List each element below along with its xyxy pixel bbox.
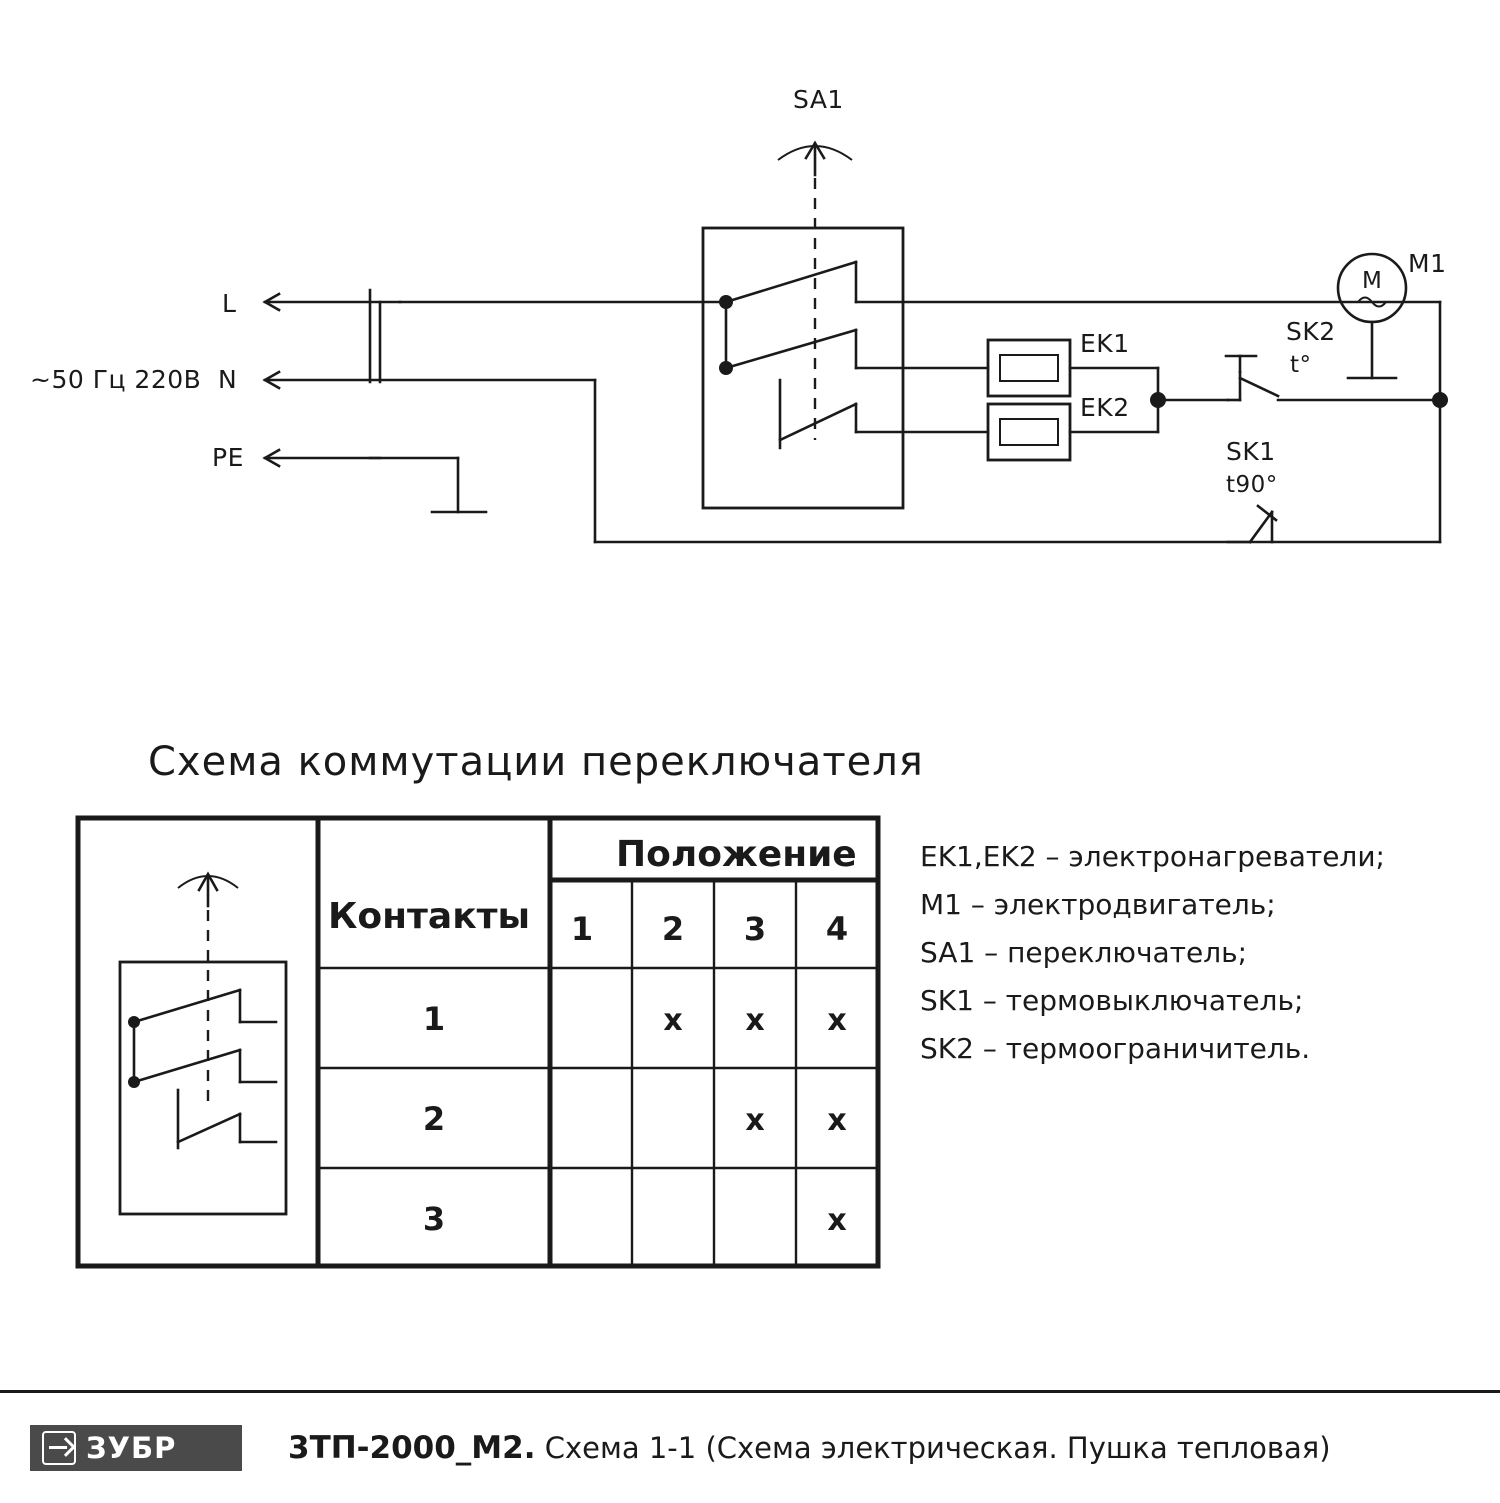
heater-ek2-inner	[1000, 419, 1058, 445]
table-row-contact: 1	[422, 1000, 446, 1038]
table-cell-mark: x	[827, 1203, 847, 1238]
motor-symbol: M	[1362, 268, 1383, 294]
switch-blade-3	[780, 404, 856, 440]
table-title: Схема коммутации переключателя	[148, 739, 924, 785]
footer-caption	[288, 1430, 1331, 1466]
table-sa1-enclosure	[120, 962, 286, 1214]
table-cell-mark: x	[745, 1103, 765, 1138]
table-cell-mark: x	[827, 1003, 847, 1038]
heater-ek1-inner	[1000, 355, 1058, 381]
table-row-contact: 2	[422, 1100, 446, 1138]
label-supply: ~50 Гц 220В	[30, 365, 202, 394]
table-header-contacts: Контакты	[328, 896, 531, 937]
legend-item-0: EK1,EK2 – электронагреватели;	[920, 840, 1385, 873]
model-number: 3ТП-2000_М2.	[288, 1430, 536, 1466]
sk2-blade	[1240, 378, 1278, 396]
label-m1: M1	[1408, 249, 1447, 278]
junction-dot-right	[1432, 392, 1448, 408]
table-blade-2	[134, 1050, 240, 1082]
label-ek2: EK2	[1080, 393, 1130, 422]
legend-item-3: SK1 – термовыключатель;	[920, 984, 1304, 1017]
switch-blade-2	[726, 330, 856, 368]
table-blade-1	[134, 990, 240, 1022]
label-sk2-temp: t°	[1290, 352, 1312, 378]
label-ek1: EK1	[1080, 329, 1130, 358]
label-terminal-n: N	[218, 365, 238, 394]
table-position-3: 3	[743, 910, 767, 948]
brand-arrow-icon	[42, 1431, 76, 1465]
sk1-blade	[1250, 512, 1272, 542]
label-sk1-temp: t90°	[1226, 472, 1278, 498]
legend-item-2: SA1 – переключатель;	[920, 936, 1248, 969]
legend-item-1: M1 – электродвигатель;	[920, 888, 1276, 921]
label-sk1: SK1	[1226, 437, 1276, 466]
table-header-position: Положение	[616, 834, 857, 875]
legend-item-4: SK2 – термоограничитель.	[920, 1032, 1311, 1065]
label-sk2: SK2	[1286, 317, 1336, 346]
label-terminal-l: L	[222, 289, 237, 318]
table-cell-mark: x	[827, 1103, 847, 1138]
table-row-contact: 3	[422, 1200, 446, 1238]
table-frame	[78, 818, 878, 1266]
footer-bar	[0, 1390, 1500, 1503]
table-cell-mark: x	[663, 1003, 683, 1038]
brand-name: ЗУБР	[86, 1431, 177, 1465]
table-blade-3	[178, 1114, 240, 1142]
label-terminal-pe: PE	[212, 443, 244, 472]
switch-blade-1	[726, 262, 856, 302]
brand-logo	[30, 1425, 242, 1471]
label-sa1: SA1	[793, 85, 844, 114]
table-position-1: 1	[570, 910, 594, 948]
table-cell-mark: x	[745, 1003, 765, 1038]
table-position-4: 4	[825, 910, 849, 948]
table-position-2: 2	[661, 910, 685, 948]
caption-text: Схема 1-1 (Схема электрическая. Пушка тепловая)	[544, 1431, 1331, 1465]
